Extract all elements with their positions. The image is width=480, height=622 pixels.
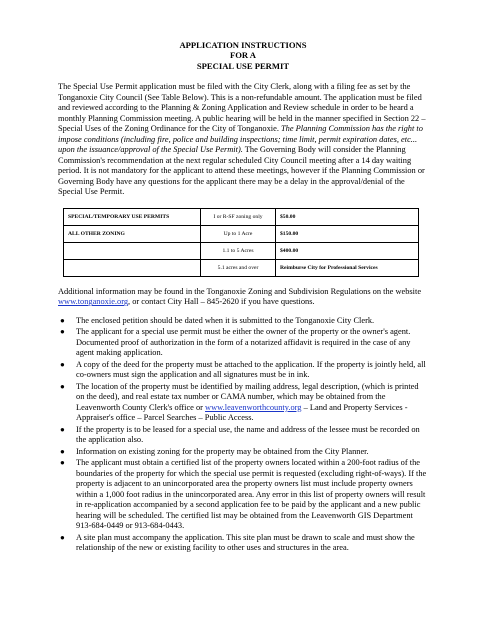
table-cell: I or R-SF zoning only — [201, 208, 276, 225]
table-cell: 1.1 to 5 Acres — [201, 242, 276, 259]
table-row — [64, 225, 419, 242]
intro-paragraph — [58, 82, 428, 198]
additional-info-paragraph — [58, 287, 428, 308]
table-cell: 5.1 acres and over — [201, 259, 276, 276]
list-item — [58, 382, 428, 424]
list-item-text: If the property is to be leased for a special use, the name and address of the lessee must be recorded on the application also. — [76, 424, 420, 445]
fee-table — [63, 208, 419, 277]
table-cell: Reimburse City for Professional Services — [276, 259, 419, 276]
table-cell: SPECIAL/TEMPORARY USE PERMITS — [64, 208, 201, 225]
bullet-icon: ● — [60, 424, 65, 434]
list-item-text: The applicant must obtain a certified list of the property owners located within a 200-foot radius of the boundaries of the property for which the special use permit is requested (excluding right-of-ways). If the property is adjacent to an unincorporated area the property owners list must include property owners within a 1,000 foot radius in the unincorporated area. Any error in this list of property owners will result in re-application accompanied by a second application fee to be paid by the applicant and a new public hearing will be scheduled. The certified list may be obtained from the Leavenworth GIS Department 913-684-0449 or 913-684-0443. — [76, 458, 427, 531]
table-row — [64, 208, 419, 225]
table-row — [64, 259, 419, 276]
list-item — [58, 533, 428, 554]
intro-text-b: The Governing Body will consider the Planning Commission's recommendation at the next regular scheduled City Council meeting after a 14 day waiting period. It is not mandatory for the applicant to attend these meetings, however if the Planning Commission or Governing Body have any questions for the applicant there may be a delay in the approval/denial of the Special Use Permit. — [58, 145, 425, 197]
list-item-text: The applicant for a special use permit must be either the owner of the property or the owner's agent. Documented proof of authorization in the form of a notarized affidavit is required in the case of any agent making application. — [76, 327, 411, 358]
title-line-1: APPLICATION INSTRUCTIONS — [179, 40, 307, 50]
intro-text-italic: The Planning Commission has the right to impose conditions (including fire, police and building inspections; time limit, permit expiration dates, etc... upon the issuance/approval of the Special Use Permit). — [58, 124, 423, 155]
list-item — [58, 458, 428, 532]
bullet-icon: ● — [60, 315, 65, 325]
list-item-text: Information on existing zoning for the property may be obtained from the City Planner. — [76, 446, 369, 456]
table-cell: $150.00 — [276, 225, 419, 242]
bullet-icon: ● — [60, 381, 65, 391]
table-row — [64, 242, 419, 259]
list-item-text-b: – Land and Property Services - Appraiser's office – Parcel Searches – Public Access. — [76, 402, 408, 423]
title-line-3: SPECIAL USE PERMIT — [196, 60, 290, 71]
title-line-2: FOR A — [229, 50, 257, 61]
list-item-text-a: The location of the property must be identified by mailing address, legal description, (which is printed on the deed), and real estate tax number or CAMA number, which may be obtained from the Leavenworth County Clerk's office or — [76, 381, 419, 412]
instructions-list — [58, 316, 428, 554]
list-item — [58, 425, 428, 446]
list-item — [58, 360, 428, 381]
intro-text-a: The Special Use Permit application must be filed with the City Clerk, along with a filing fee as set by the Tonganoxie City Council (See Table Below). This is a non-refundable amount. The application must be filed and reviewed according to the Planning & Zoning Application and Review schedule in order to be heard a monthly Planning Commission meeting. A public hearing will be held in the manner specified in Section 22 – Special Uses of the Zoning Ordinance for the City of Tonganoxie. — [58, 82, 426, 134]
county-website-link[interactable]: www.leavenworthcounty.org — [205, 402, 302, 412]
list-item-text: A site plan must accompany the application. This site plan must be drawn to scale and must show the relationship of the new or existing facility to other uses and structures in the area. — [76, 532, 415, 553]
list-item-text: The enclosed petition should be dated when it is submitted to the Tonganoxie City Clerk. — [76, 315, 375, 325]
table-cell — [64, 242, 201, 259]
document-title — [58, 40, 428, 71]
table-cell: Up to 1 Acre — [201, 225, 276, 242]
list-item — [58, 447, 428, 458]
document-page — [58, 40, 428, 555]
bullet-icon: ● — [60, 446, 65, 456]
list-item-text: A copy of the deed for the property must be attached to the application. If the property is jointly held, all co-owners must sign the application and all signatures must be in ink. — [76, 359, 426, 380]
bullet-icon: ● — [60, 327, 65, 337]
additional-text-a: Additional information may be found in the Tonganoxie Zoning and Subdivision Regulations on the website — [58, 286, 422, 296]
bullet-icon: ● — [60, 458, 65, 468]
table-cell — [64, 259, 201, 276]
table-cell: $400.00 — [276, 242, 419, 259]
list-item — [58, 316, 428, 327]
bullet-icon: ● — [60, 359, 65, 369]
list-item — [58, 327, 428, 359]
additional-text-b: , or contact City Hall – 845-2620 if you have questions. — [128, 297, 315, 307]
bullet-icon: ● — [60, 532, 65, 542]
table-cell: $50.00 — [276, 208, 419, 225]
table-cell: ALL OTHER ZONING — [64, 225, 201, 242]
website-link[interactable]: www.tonganoxie.org — [58, 297, 129, 307]
